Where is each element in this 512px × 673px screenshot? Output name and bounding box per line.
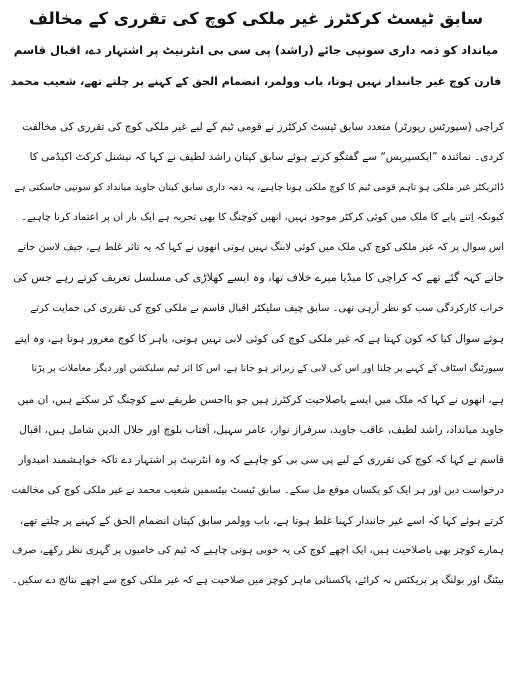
article-line: درخواست دیں اور ہر ایک کو یکساں موقع مل سکے۔ سابق ٹیسٹ بیٹسمین شعیب محمد نے غیر ملکی کوچ کی مخالفت <box>11 484 504 496</box>
article-line: ہمارے کوچز بھی باصلاحیت ہیں، ایک اچھے کوچ کی یہ خوبی ہونی چاہیے کہ ٹیم کی خامیوں پر گہری نظر رکھے، صرف <box>12 545 504 557</box>
article-line: ڈائریکٹر غیر ملکی ہو تاہم قومی ٹیم کا کوچ ملکی ہونا چاہیے، یہ ذمہ داری سابق کپتان جاوید میانداد کو سونپی جاسکتی ہے <box>14 181 504 193</box>
headline-block <box>8 4 504 98</box>
article-line: سپورٹنگ اسٹاف کے کہنے پر چلتا اور اس کی لابی کے زیراثر ہو جاتا ہے، اس کا اثر ٹیم سلیکشن اور دیگر معاملات پر پڑتا <box>31 363 504 375</box>
subheadline: میانداد کو ذمہ داری سونپی جائے (راشد) پی سی بی انٹرنیٹ پر اشتہار دے، اقبال قاسم <box>13 43 499 57</box>
article-line: قاسم نے کہا کہ کوچ کی تقرری کے لیے پی سی بی کو چاہیے کہ وہ انٹرنیٹ پر اشتہار دے تاکہ خواہشمند امیدوار <box>18 454 504 467</box>
article-line: کرتے ہوئے کہا کہ اسے غیر جانبدار کہنا غلط ہوتا ہے، باب وولمر سابق کپتان انضمام الحق کے کہنے پر چلتے تھے، <box>20 514 504 527</box>
article-line: ہے، انھوں نے کہا کہ ملک میں ایسے باصلاحیت کرکٹرز ہیں جو بااحسن طریقے سے کوچنگ کر سکتے ہیں، ان میں <box>17 393 504 406</box>
subheadline: فارن کوچ غیر جانبدار نہیں ہوتا، باب وولمر، انضمام الحق کے کہنے پر چلتے تھے، شعیب محمد <box>10 75 502 88</box>
article-body <box>8 112 504 597</box>
main-headline: سابق ٹیسٹ کرکٹرز غیر ملکی کوچ کی تقرری کے مخالف <box>28 9 484 28</box>
article-line: اس سوال پر کہ غیر ملکی کوچ کی ملک میں کوئی لابنگ نہیں ہوتی انھوں نے کہا کہ یہ تاثر غلط ہے، جیف لاسن جاتے <box>17 242 504 254</box>
article-line: کیونکہ اِتنے پایے کا ملک میں کوئی کرکٹر موجود نہیں، انھیں کوچنگ کا بھی تجربہ ہے ایک بار ان پر اعتماد کرنا چاہیے۔ <box>21 211 504 223</box>
article-line: جاوید میانداد، راشد لطیف، عاقب جاوید، سرفراز نواز، عامر سہیل، آفتاب بلوچ اور جلال الدین شامل ہیں، اقبال <box>19 423 504 436</box>
article-line: ہوئے سوال کیا کہ کون کہتا ہے کہ غیر ملکی کوچ کی کوئی لابی نہیں ہوتی، باہر کا کوچ مغرور ہوتا ہے، وہ اپنے <box>14 333 504 346</box>
article-line: خراب کارکردگی سب کو نظر آرہی تھی۔ سابق چیف سلیکٹر اقبال قاسم نے ملکی کوچ کی تقرری کی حمایت کرتے <box>30 302 504 314</box>
article-line: کراچی (سپورٹس رپورٹر) متعدد سابق ٹیسٹ کرکٹرز نے قومی ٹیم کے لیے غیر ملکی کوچ کی تقرری کی مخالفت <box>22 121 504 133</box>
article-line: کردی۔ نمائندہ ”ایکسپریس“ سے گفتگو کرتے ہوئے سابق کپتان راشد لطیف نے کہا کہ نیشنل کرکٹ اکیڈمی کا <box>29 151 504 164</box>
article-line: بیٹنگ اور بولنگ پر پریکٹس نہ کرائے، پاکستانی ماہر کوچز میں صلاحیت ہے کہ غیر ملکی کوچ سے اچھے نتائج دے سکیں۔ <box>11 575 504 587</box>
article-line: جاتے کہہ گئے تھے کہ کراچی کا میڈیا میرے خلاف تھا، وہ ایسے کھلاڑی کی مسلسل تعریف کرتے رہے جس کی <box>13 271 504 285</box>
